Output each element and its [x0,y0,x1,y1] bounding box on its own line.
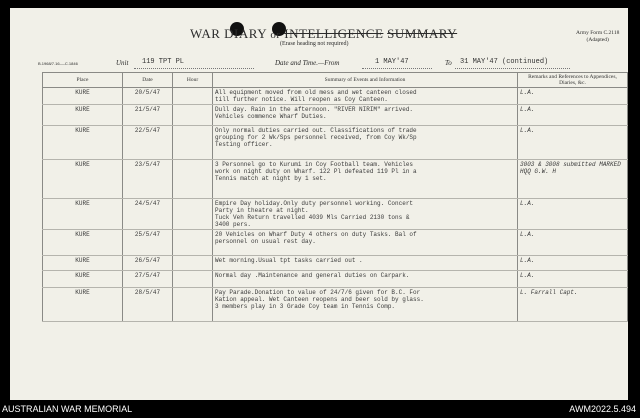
form-number-line2: (Adapted) [586,37,609,43]
entry-summary [213,199,518,230]
summary-line: Tennis match at night by 1 set. [215,175,327,182]
entry-remarks: L. Farrall Capt. [518,288,628,322]
form-title [190,26,457,42]
entry-date: 20/5/47 [123,88,173,105]
datetime-label: Date and Time.—From [275,59,340,67]
form-number [576,30,619,44]
summary-line: Tuck Veh Return travelled 4039 Mls Carried 2130 tons & [215,214,410,221]
entry-summary [213,105,518,126]
entry-place: KURE [43,271,123,288]
entry-hour [173,256,213,271]
entry-summary [213,288,518,322]
entry-remarks: L.A. [518,256,628,271]
entry-remarks: L.A. [518,199,628,230]
entry-remarks: 3003 & 3008 submitted MARKED HQQ G.W. H [518,160,628,199]
form-number-line1: Army Form C.2118 [576,30,620,36]
entry-date: 27/5/47 [123,271,173,288]
table-row [43,271,628,288]
summary-line: Normal day .Maintenance and general duties on Carpark. [215,272,410,279]
entry-hour [173,288,213,322]
summary-line: 3 Personnel go to Kurumi in Coy Football team. Vehicles [215,161,414,168]
from-underline [362,68,432,69]
table-row [43,126,628,160]
entry-remarks: L.A. [518,271,628,288]
entry-summary [213,256,518,271]
entry-place: KURE [43,256,123,271]
entry-date: 25/5/47 [123,230,173,256]
entry-summary [213,88,518,105]
summary-line: Empire Day holiday.Only duty personnel working. Concert [215,200,414,207]
summary-line: 3 members play in 3 Grade Coy team in Tennis Comp. [215,303,396,310]
header-remarks: Remarks and References to Appendices, Diaries, &c. [518,73,628,88]
entry-remarks: L.A. [518,105,628,126]
entry-place: KURE [43,230,123,256]
unit-underline [134,68,254,69]
entry-date: 22/5/47 [123,126,173,160]
diary-sheet [10,8,628,400]
table-row [43,160,628,199]
unit-label: Unit [116,59,129,67]
entry-place: KURE [43,126,123,160]
table-row [43,230,628,256]
entry-place: KURE [43,105,123,126]
summary-line: Pay Parade.Donation to value of 24/7/6 given for B.C. For [215,289,421,296]
header-summary: Summary of Events and Information [213,73,518,88]
form-subtitle: (Erase heading not required) [280,41,349,47]
entry-hour [173,230,213,256]
entry-hour [173,199,213,230]
header-date: Date [123,73,173,88]
entry-hour [173,88,213,105]
summary-line: work on night duty on Wharf. 122 Pl defeated 119 Pl in a [215,168,417,175]
entry-date: 28/5/47 [123,288,173,322]
entry-remarks: L.A. [518,126,628,160]
to-underline [455,68,570,69]
header-hour: Hour [173,73,213,88]
entry-date: 24/5/47 [123,199,173,230]
entry-hour [173,105,213,126]
entry-date: 26/5/47 [123,256,173,271]
table-row [43,256,628,271]
table-row [43,88,628,105]
table-row [43,288,628,322]
entry-place: KURE [43,288,123,322]
form-print-code: B.1968/7.16-—C.1846 [38,61,78,66]
table-header-row [43,73,628,88]
footer-institution: AUSTRALIAN WAR MEMORIAL [2,404,133,414]
summary-line: Vehicles commence Wharf Duties. [215,113,327,120]
summary-line: All equipment moved from old mess and wet canteen closed [215,89,417,96]
entry-hour [173,160,213,199]
entry-remarks: L.A. [518,88,628,105]
diary-table [42,72,628,322]
title-intelligence: INTELLIGENCE [284,26,384,41]
entry-place: KURE [43,199,123,230]
summary-line: Only normal duties carried out. Classifications of trade [215,127,417,134]
summary-line: Party in theatre at night. [215,207,309,214]
unit-value: 119 TPT PL [142,58,185,66]
summary-line: Dull day. Rain in the afternoon. "RIVER NIRIM" arrived. [215,106,414,113]
entry-summary [213,230,518,256]
entry-date: 23/5/47 [123,160,173,199]
table-row [43,199,628,230]
entry-hour [173,271,213,288]
diary-entries [43,88,628,322]
title-or: or [270,29,281,41]
from-value: 1 MAY'47 [375,58,409,66]
summary-line: 3400 pers. [215,221,252,228]
entry-remarks: L.A. [518,230,628,256]
summary-line: Testing officer. [215,141,273,148]
title-summary: SUMMARY [387,26,458,41]
entry-place: KURE [43,160,123,199]
entry-summary [213,126,518,160]
summary-line: till further notice. Will reopen as Coy Canteen. [215,96,388,103]
to-label: To [445,59,452,67]
summary-line: personnel on usual rest day. [215,238,316,245]
entry-date: 21/5/47 [123,105,173,126]
entry-place: KURE [43,88,123,105]
summary-line: 20 Vehicles on Wharf Duty 4 others on duty Tasks. Bal of [215,231,417,238]
entry-summary [213,160,518,199]
header-place: Place [43,73,123,88]
entry-hour [173,126,213,160]
title-war-diary: WAR DIARY [190,26,267,41]
footer-reference: AWM2022.5.494 [569,404,636,414]
entry-summary [213,271,518,288]
table-row [43,105,628,126]
summary-line: Kation appeal. Wet Canteen reopens and beer sold by glass. [215,296,424,303]
summary-line: grouping for 2 Wk/Sps personnel received, from Coy Wk/Sp [215,134,417,141]
to-value: 31 MAY'47 (continued) [460,58,549,66]
summary-line: Wet morning.Usual tpt tasks carried out . [215,257,363,264]
